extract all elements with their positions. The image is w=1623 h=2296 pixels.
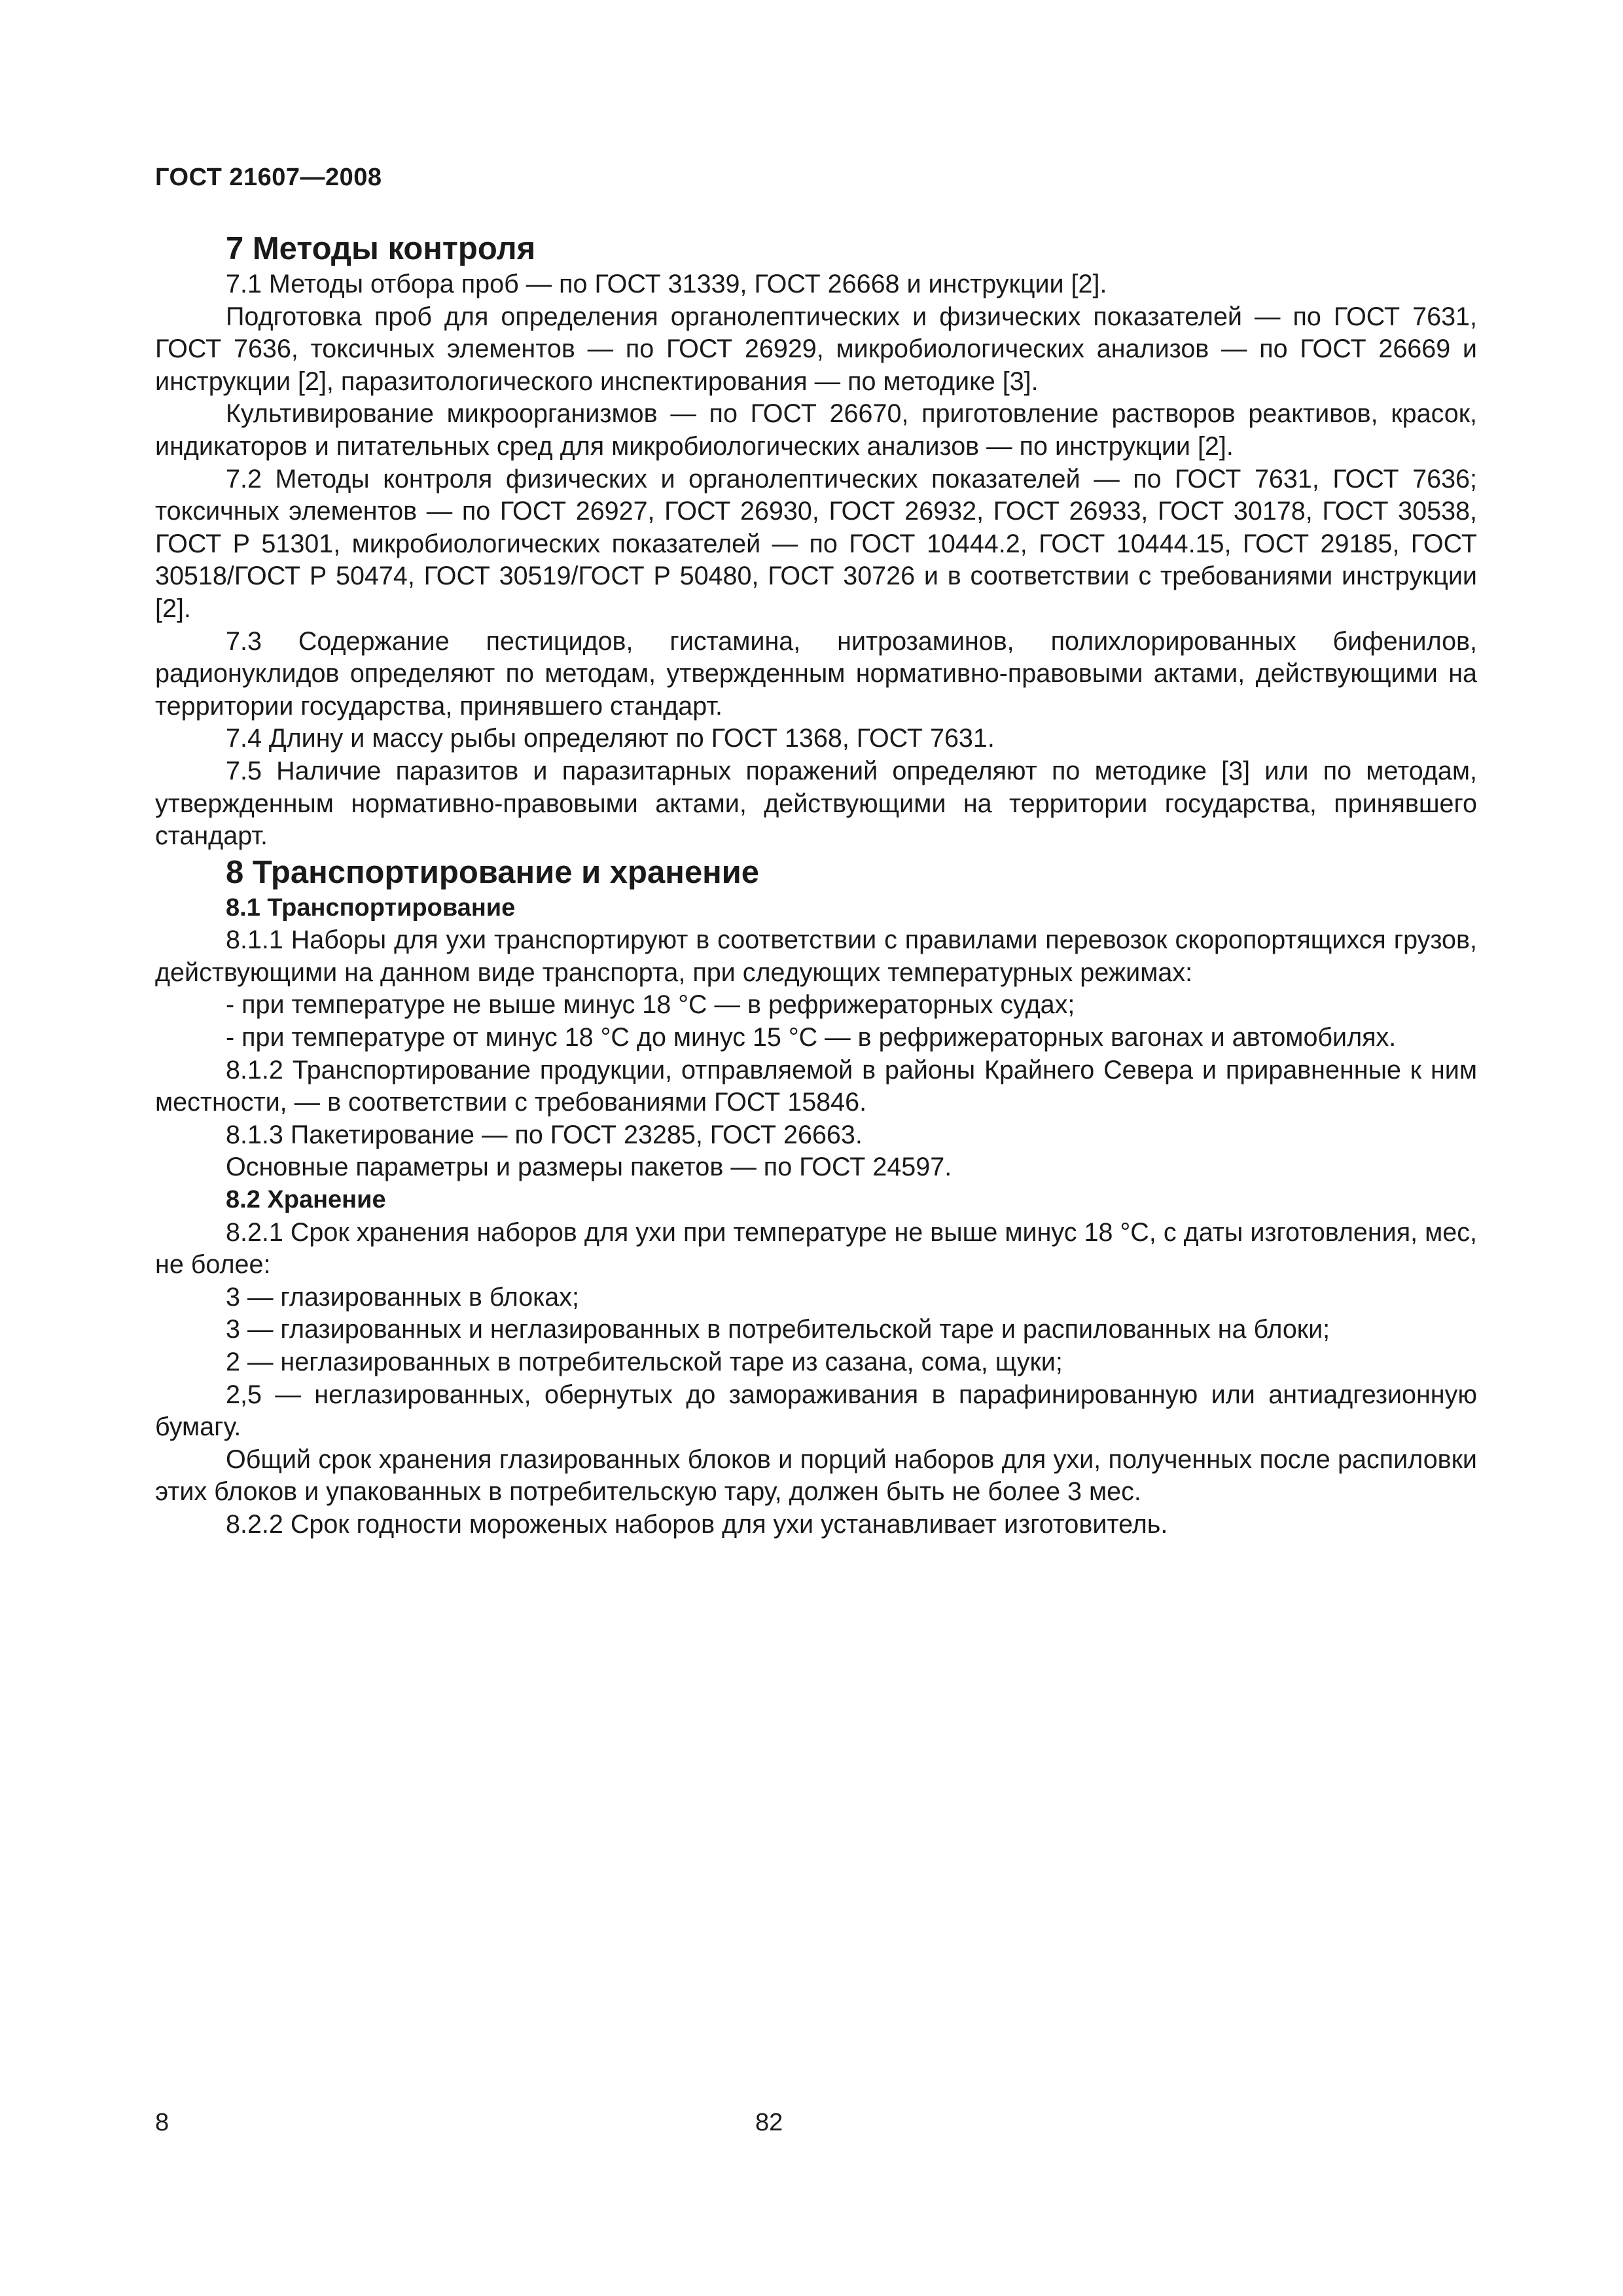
list-item-storage-2: 3 — глазированных и неглазированных в потребительской таре и распилованных на блоки; xyxy=(226,1315,1330,1344)
list-item-storage-1: 3 — глазированных в блоках; xyxy=(226,1282,580,1312)
paragraph-8-1-3: 8.1.3 Пакетирование — по ГОСТ 23285, ГОСТ 26663. xyxy=(226,1120,863,1149)
paragraph-8-1-1: 8.1.1 Наборы для ухи транспортируют в соответствии с правилами перевозок скоропортящихся грузов, действующими на данном виде транспорта, при следующих температурных режимах: xyxy=(155,925,1477,987)
paragraph-7-2: 7.2 Методы контроля физических и органолептических показателей — по ГОСТ 7631, ГОСТ 7636; токсичных элементов — по ГОСТ 26927, ГОСТ 26930, ГОСТ 26932, ГОСТ 26933, ГОСТ 30178, ГОСТ 30538, ГОСТ Р 51301, микробиологических показателей — по ГОСТ 10444.2, ГОСТ 10444.15, ГОСТ 29185, ГОСТ 30518/ГОСТ Р 50474, ГОСТ 30519/ГОСТ Р 50480, ГОСТ 30726 и в соответствии с требованиями инструкции [2]. xyxy=(155,464,1477,623)
paragraph-7-4: 7.4 Длину и массу рыбы определяют по ГОСТ 1368, ГОСТ 7631. xyxy=(226,724,995,753)
paragraph-7-1-prep: Подготовка проб для определения органолептических и физических показателей — по ГОСТ 7631, ГОСТ 7636, токсичных элементов — по ГОСТ 26929, микробиологических анализов — по ГОСТ 26669 и инструкции [2], паразитологического инспектирования — по методике [3]. xyxy=(155,302,1477,396)
paragraph-7-1: 7.1 Методы отбора проб — по ГОСТ 31339, ГОСТ 26668 и инструкции [2]. xyxy=(226,270,1107,298)
paragraph-8-2-1-total: Общий срок хранения глазированных блоков и порций наборов для ухи, полученных после распиловки этих блоков и упакованных в потребительскую тару, должен быть не более 3 мес. xyxy=(155,1444,1477,1507)
paragraph-8-1-3-params: Основные параметры и размеры пакетов — по ГОСТ 24597. xyxy=(226,1153,952,1182)
list-item-storage-3: 2 — неглазированных в потребительской таре из сазана, сома, щуки; xyxy=(226,1348,1063,1376)
list-item-storage-4: 2,5 — неглазированных, обернутых до замораживания в парафинированную или антиадгезионную бумагу. xyxy=(155,1380,1477,1442)
document-code: ГОСТ 21607—2008 xyxy=(155,164,382,191)
paragraph-8-2-2: 8.2.2 Срок годности мороженых наборов для ухи устанавливает изготовитель. xyxy=(226,1509,1168,1539)
list-item-temp-2: - при температуре от минус 18 °С до минус 15 °С — в рефрижераторных вагонах и автомобилях. xyxy=(226,1023,1397,1052)
list-item-temp-1: - при температуре не выше минус 18 °С — в рефрижераторных судах; xyxy=(226,990,1075,1020)
paragraph-7-5: 7.5 Наличие паразитов и паразитарных поражений определяют по методике [3] или по методам, утвержденным нормативно-правовыми актами, действующими на территории государства, принявшего стандарт. xyxy=(155,756,1477,851)
paragraph-8-2-1: 8.2.1 Срок хранения наборов для ухи при температуре не выше минус 18 °С, с даты изготовления, мес, не более: xyxy=(155,1217,1477,1280)
paragraph-8-1-2: 8.1.2 Транспортирование продукции, отправляемой в районы Крайнего Севера и приравненные к ним местности, — в соответствии с требованиями ГОСТ 15846. xyxy=(155,1055,1477,1117)
sheet-number: 82 xyxy=(755,2109,783,2136)
document-body xyxy=(155,229,1477,1541)
section-8-heading: 8 Транспортирование и хранение xyxy=(226,854,760,890)
paragraph-7-1-culture: Культивирование микроорганизмов — по ГОСТ 26670, приготовление растворов реактивов, красок, индикаторов и питательных сред для микробиологических анализов — по инструкции [2]. xyxy=(155,399,1477,461)
page-number: 8 xyxy=(155,2109,169,2136)
subsection-8-1-heading: 8.1 Транспортирование xyxy=(226,893,516,922)
paragraph-7-3: 7.3 Содержание пестицидов, гистамина, нитрозаминов, полихлорированных бифенилов, радионуклидов определяют по методам, утвержденным нормативно-правовыми актами, действующими на территории государства, принявшего стандарт. xyxy=(155,626,1477,721)
subsection-8-2-heading: 8.2 Хранение xyxy=(226,1186,386,1214)
section-7-heading: 7 Методы контроля xyxy=(226,231,536,266)
